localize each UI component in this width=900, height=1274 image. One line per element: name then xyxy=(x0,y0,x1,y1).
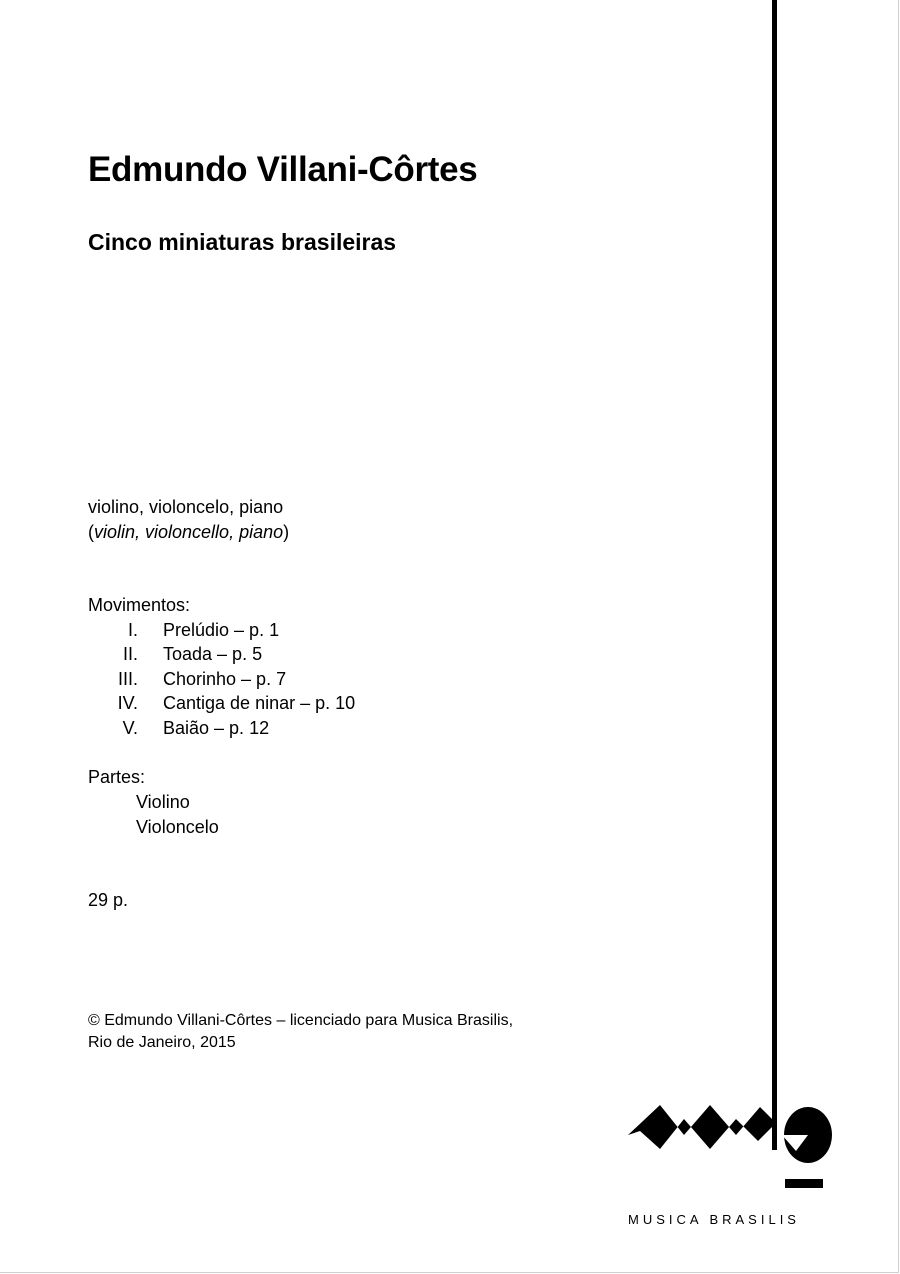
instrumentation-en-open: ( xyxy=(88,522,94,542)
instrumentation-en-close: ) xyxy=(283,522,290,542)
movement-label: Chorinho – p. 7 xyxy=(163,668,287,689)
movement-label: Toada – p. 5 xyxy=(163,644,263,664)
copyright-notice xyxy=(88,1010,513,1054)
movement-item xyxy=(88,716,355,741)
movements-heading: Movimentos: xyxy=(88,595,191,615)
logo-zigzag-shape xyxy=(628,1105,776,1149)
instrumentation-en-text: violin, violoncello, piano xyxy=(94,522,284,542)
movement-label: Prelúdio – p. 1 xyxy=(163,619,280,640)
movement-number: V. xyxy=(122,717,138,738)
movement-number: III. xyxy=(117,668,138,689)
movement-number: IV. xyxy=(117,693,138,713)
instrumentation xyxy=(88,495,289,545)
movement-item xyxy=(88,618,355,643)
movement-number: II. xyxy=(122,644,138,664)
movement-number: I. xyxy=(127,619,138,640)
logo-wordmark: MUSICA BRASILIS xyxy=(628,1212,800,1227)
part-item: Violoncelo xyxy=(136,817,219,837)
part-item: Violino xyxy=(136,792,190,812)
parts-heading: Partes: xyxy=(88,767,146,787)
work-title: Cinco miniaturas brasileiras xyxy=(88,229,397,255)
page-count: 29 p. xyxy=(88,890,129,910)
instrumentation-en xyxy=(88,520,289,545)
parts-list xyxy=(88,765,219,840)
musica-brasilis-logo-icon xyxy=(620,1095,840,1195)
instrumentation-pt: violino, violoncelo, piano xyxy=(88,497,284,517)
movement-label: Baião – p. 12 xyxy=(163,717,270,738)
composer-name: Edmundo Villani-Côrtes xyxy=(88,150,478,189)
movement-label: Cantiga de ninar – p. 10 xyxy=(163,693,356,713)
logo-bar xyxy=(785,1179,823,1188)
movement-item xyxy=(88,667,355,692)
movement-item xyxy=(88,691,355,716)
copyright-line-1: © Edmundo Villani-Côrtes – licenciado para Musica Brasilis, xyxy=(88,1012,514,1029)
copyright-line-2: Rio de Janeiro, 2015 xyxy=(88,1034,236,1051)
movement-item xyxy=(88,642,355,667)
movements-list xyxy=(88,593,355,740)
decorative-note-stem xyxy=(772,0,777,1150)
